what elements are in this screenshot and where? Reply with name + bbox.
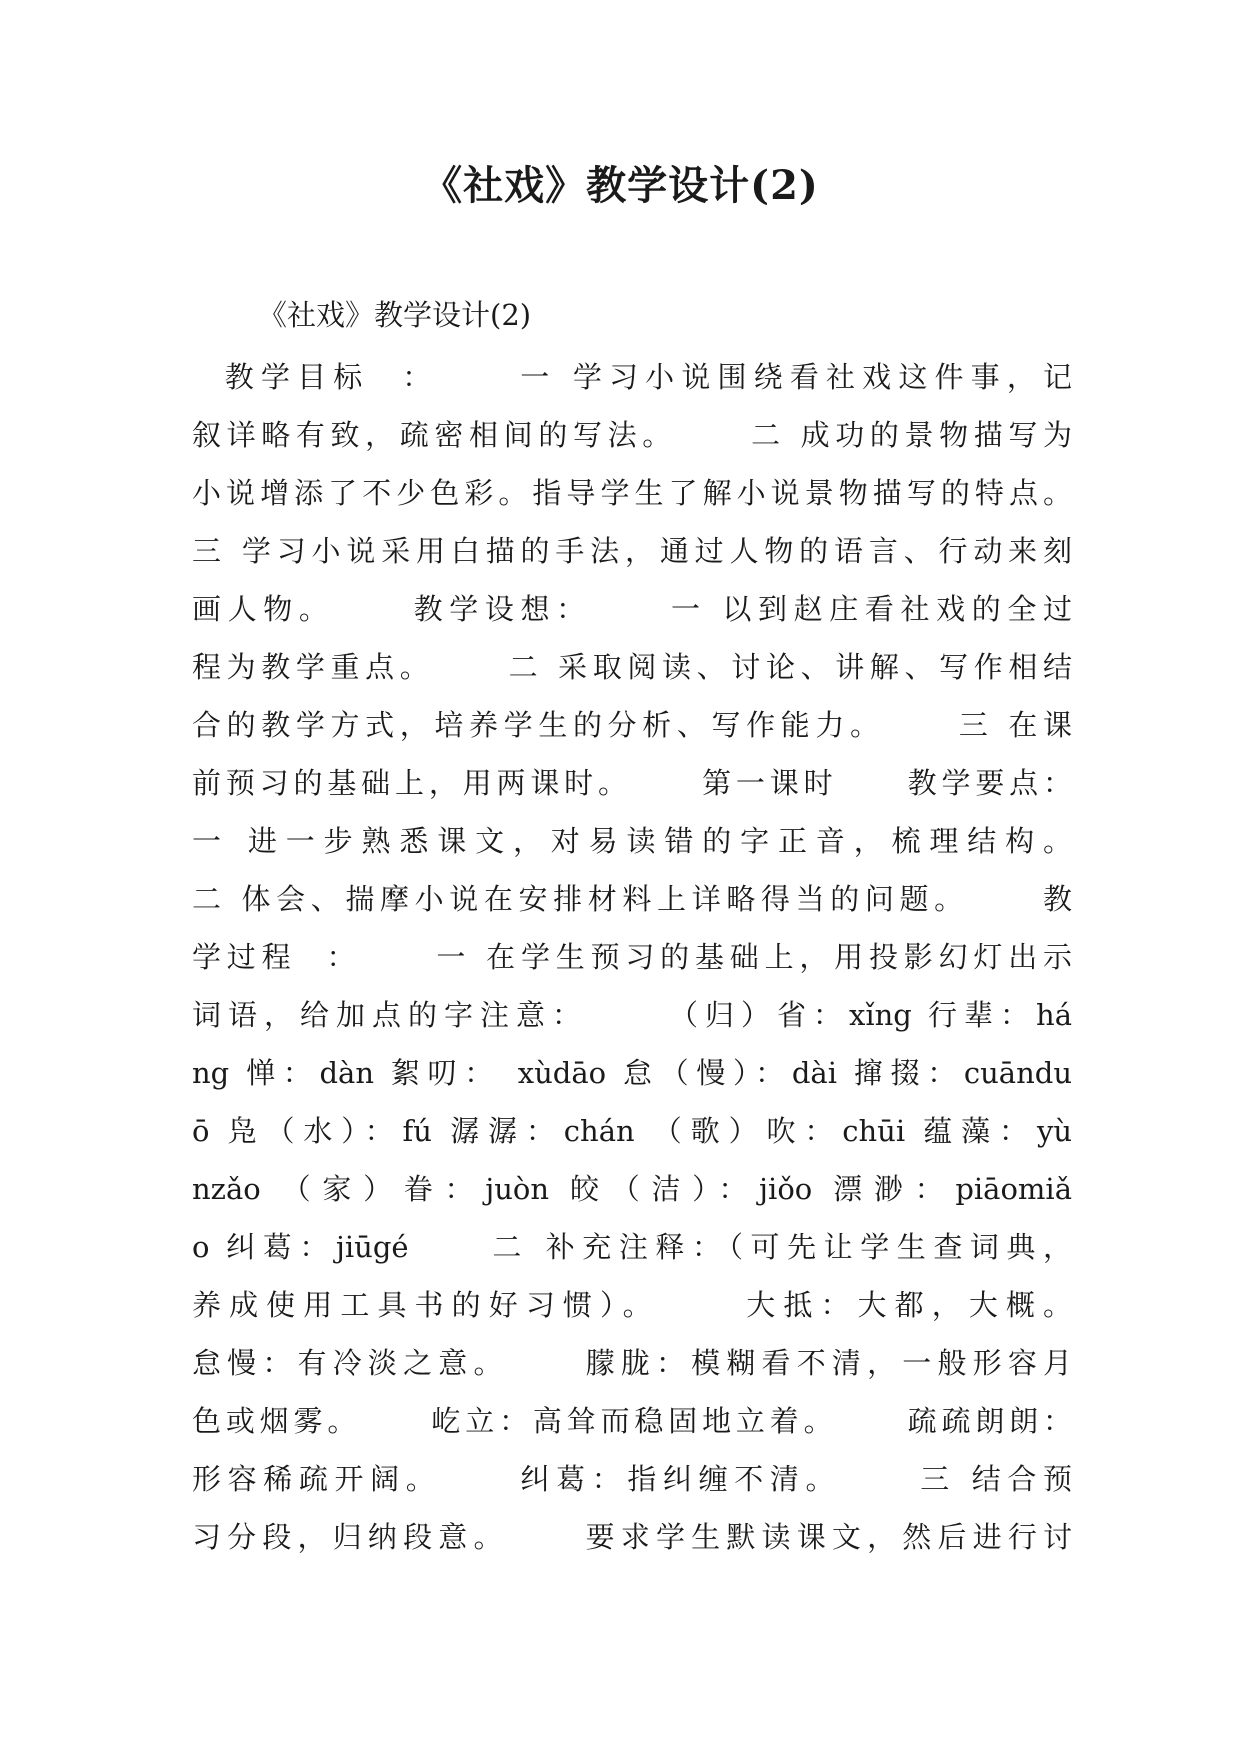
body-line: 二 体会、揣摩小说在安排材料上详略得当的问题。 教 [192,882,1072,916]
body-line: 前预习的基础上，用两课时。 第一课时 教学要点： [192,766,1072,800]
body-line: ō 凫（水）：fú 潺潺：chán （歌）吹：chūi 蕴藻：yù [192,1114,1072,1148]
body-line: 一 进一步熟悉课文，对易读错的字正音，梳理结构。 [192,824,1072,858]
body-line: o 纠葛：jiūgé 二 补充注释：（可先让学生查词典， [192,1230,1072,1264]
body-line: ng 惮：dàn 絮叨： xùdāo 怠（慢）：dài 撺掇：cuāndu [192,1056,1072,1090]
body-line: 养成使用工具书的好习惯）。 大抵：大都，大概。 [192,1288,1072,1322]
body-line: 程为教学重点。 二 采取阅读、讨论、讲解、写作相结 [192,650,1072,684]
body-line: nzǎo （家）眷：juòn 皎（洁）：jiǒo 漂渺：piāomiǎ [192,1172,1072,1206]
body-line: 合的教学方式，培养学生的分析、写作能力。 三 在课 [192,708,1072,742]
document-body [192,348,1072,1566]
body-line: 形容稀疏开阔。 纠葛：指纠缠不清。 三 结合预 [192,1462,1072,1496]
body-line: 小说增添了不少色彩。指导学生了解小说景物描写的特点。 [192,476,1072,510]
body-line: 色或烟雾。 屹立：高耸而稳固地立着。 疏疏朗朗： [192,1404,1072,1438]
body-line: 三 学习小说采用白描的手法，通过人物的语言、行动来刻 [192,534,1072,568]
body-line: 怠慢：有冷淡之意。 朦胧：模糊看不清，一般形容月 [192,1346,1072,1380]
body-line: 学过程 ： 一 在学生预习的基础上，用投影幻灯出示 [192,940,1072,974]
body-line: 词语，给加点的字注意： （归）省：xǐng 行辈：há [192,998,1072,1032]
body-line: 叙详略有致，疏密相间的写法。 二 成功的景物描写为 [192,418,1072,452]
document-title: 《社戏》教学设计(2) [422,162,819,209]
body-line: 教学目标 ： 一 学习小说围绕看社戏这件事，记 [192,360,1072,394]
body-line: 习分段，归纳段意。 要求学生默读课文，然后进行讨 [192,1520,1072,1554]
body-line: 画人物。 教学设想： 一 以到赵庄看社戏的全过 [192,592,1072,626]
document-subtitle: 《社戏》教学设计(2) [258,298,532,332]
